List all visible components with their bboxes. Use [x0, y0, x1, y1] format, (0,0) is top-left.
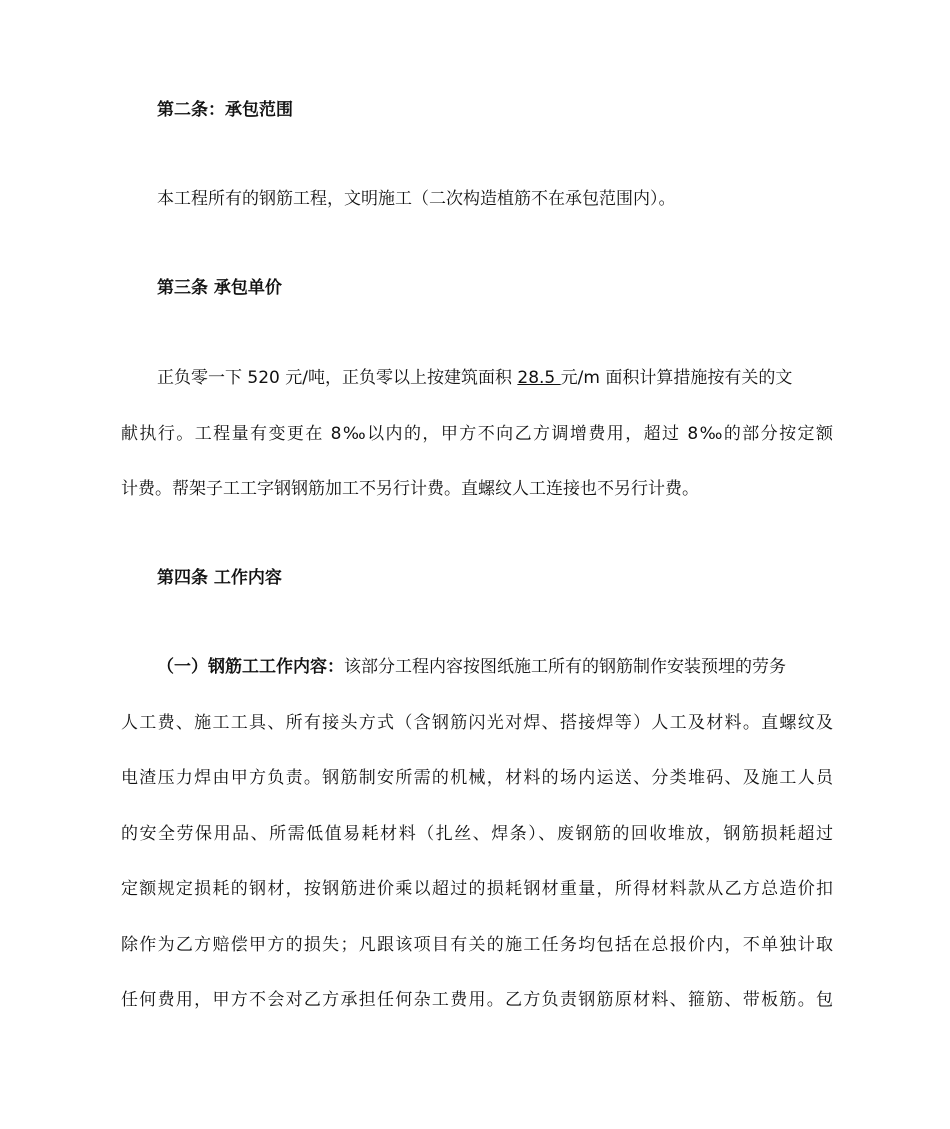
article-4-heading: 第四条 工作内容 — [157, 568, 282, 588]
article-3-line-2: 献执行。工程量有变更在 8‰以内的，甲方不向乙方调增费用，超过 8‰的部分按定额 — [121, 424, 833, 444]
article-4-item-1-line-7: 任何费用，甲方不会对乙方承担任何杂工费用。乙方负责钢筋原材料、箍筋、带板筋。包 — [121, 990, 833, 1010]
article-4-item-1-line-6: 除作为乙方赔偿甲方的损失；凡跟该项目有关的施工任务均包括在总报价内，不单独计取 — [121, 935, 833, 955]
article-3-line-1-part-a: 正负零一下 520 元/吨，正负零以上按建筑面积 — [157, 368, 518, 388]
article-3-line-3: 计费。帮架子工工字钢钢筋加工不另行计费。直螺纹人工连接也不另行计费。 — [121, 479, 699, 499]
article-3-heading: 第三条 承包单价 — [157, 278, 282, 298]
article-4-item-1-line-2: 人工费、施工工具、所有接头方式（含钢筋闪光对焊、搭接焊等）人工及材料。直螺纹及 — [121, 713, 833, 733]
item-1-line-1-rest: 该部分工程内容按图纸施工所有的钢筋制作安装预埋的劳务 — [344, 657, 786, 677]
article-4-item-1-line-4: 的安全劳保用品、所需低值易耗材料（扎丝、焊条）、废钢筋的回收堆放，钢筋损耗超过 — [121, 824, 833, 844]
article-3-line-1-part-b: 元/m 面积计算措施按有关的文 — [560, 368, 793, 388]
article-4-item-1-line-5: 定额规定损耗的钢材，按钢筋进价乘以超过的损耗钢材重量，所得材料款从乙方总造价扣 — [121, 879, 833, 899]
article-4-item-1-line-1 — [157, 655, 833, 679]
article-4-item-1-line-3: 电渣压力焊由甲方负责。钢筋制安所需的机械，材料的场内运送、分类堆码、及施工人员 — [121, 768, 833, 788]
article-3-line-1 — [157, 366, 833, 390]
item-1-label: （一）钢筋工工作内容： — [157, 657, 344, 677]
article-2-body: 本工程所有的钢筋工程，文明施工（二次构造植筋不在承包范围内）。 — [157, 189, 676, 209]
unit-price-underlined: 28.5 — [517, 368, 561, 388]
article-2-heading: 第二条：承包范围 — [157, 100, 293, 120]
